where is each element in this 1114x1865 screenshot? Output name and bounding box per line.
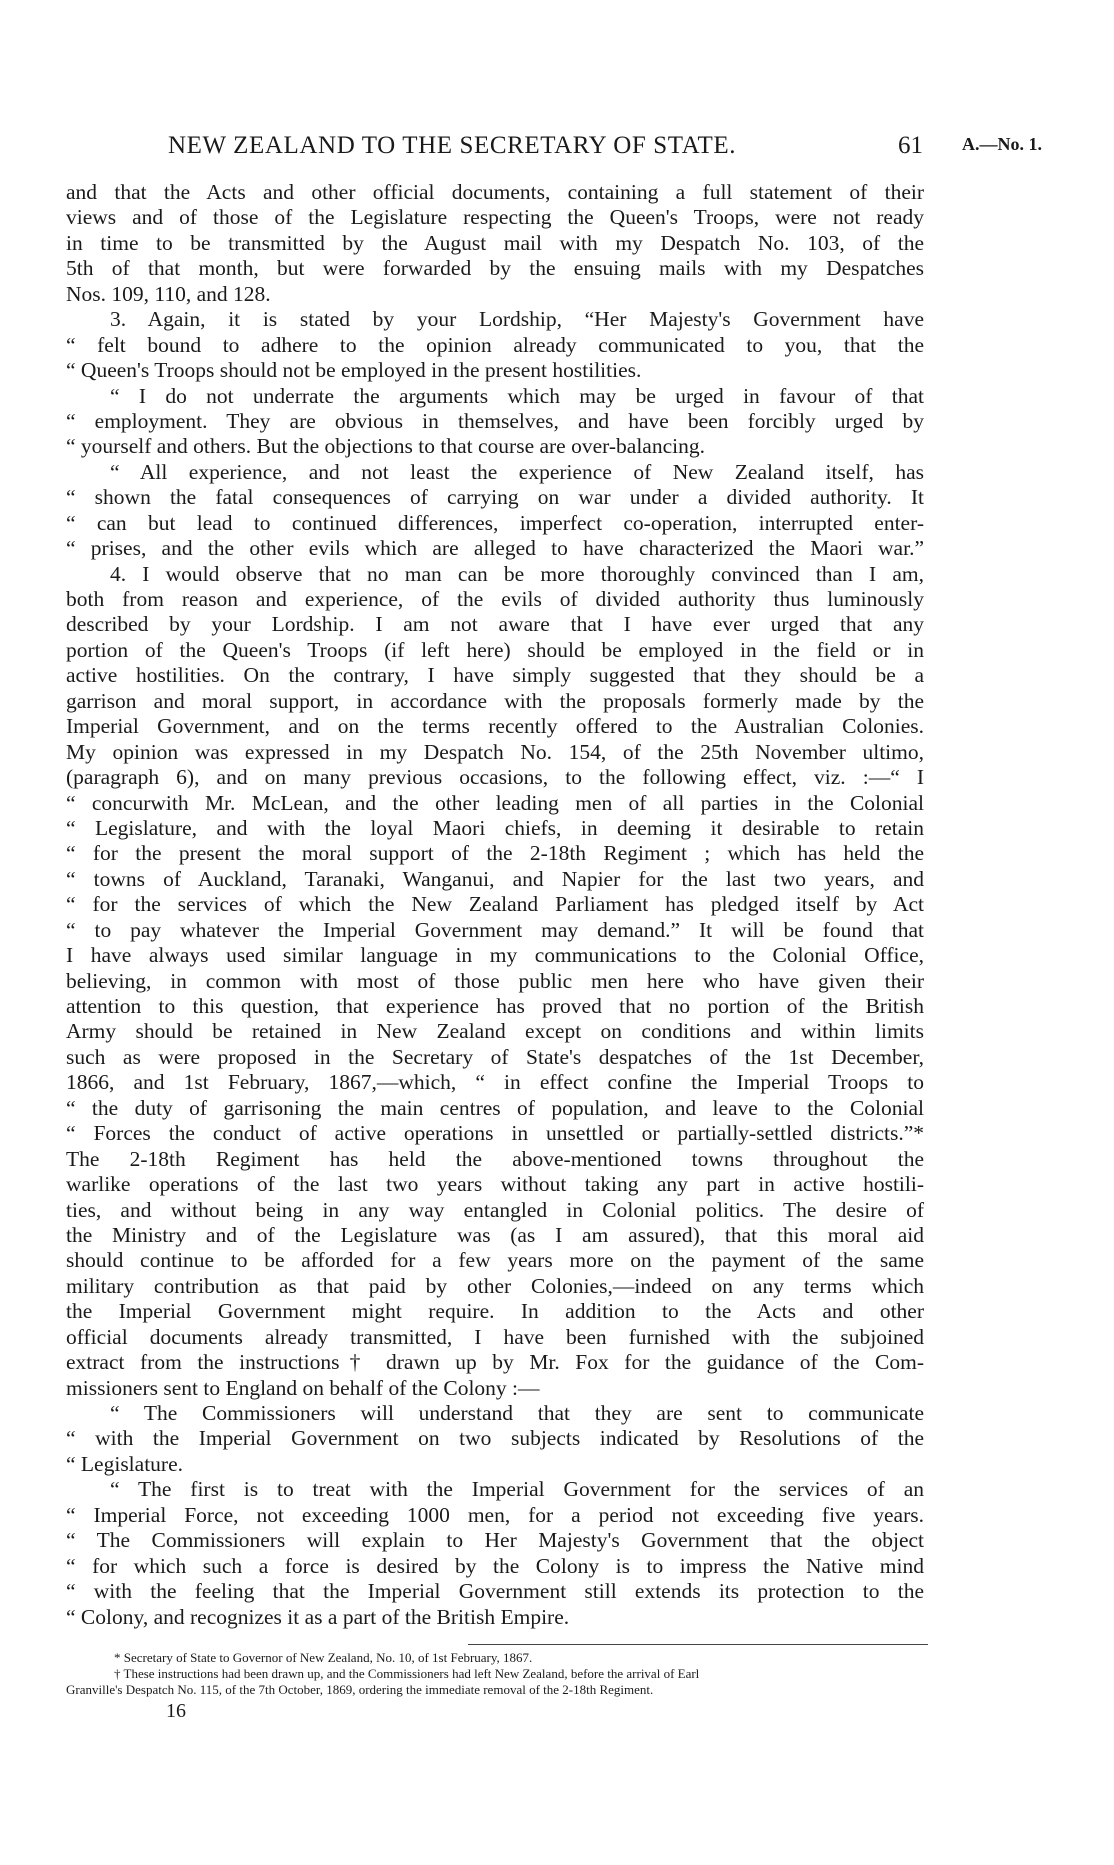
text-line: My opinion was expressed in my Despatch No. 154, of the 25th November ultimo, [66, 739, 924, 764]
text-line: “ for which such a force is desired by the Colony is to impress the Native mind [66, 1553, 924, 1578]
text-line: described by your Lordship. I am not aware that I have ever urged that any [66, 612, 924, 637]
text-line: both from reason and experience, of the evils of divided authority thus luminously [66, 587, 924, 611]
series-reference: A.—No. 1. [962, 134, 1042, 154]
text-line: “ for the present the moral support of the 2-18th Regiment ; which has held the [66, 841, 924, 866]
footnote: Granville's Despatch No. 115, of the 7th October, 1869, ordering the immediate removal of the 2-18th Regiment. [66, 1682, 654, 1697]
footnote: * Secretary of State to Governor of New Zealand, No. 10, of 1st February, 1867. [114, 1650, 533, 1665]
text-line: warlike operations of the last two years without taking any part in active hostili- [66, 1172, 924, 1197]
text-line: 4. I would observe that no man can be more thoroughly convinced than I am, [110, 561, 924, 586]
text-line: “ prises, and the other evils which are alleged to have characterized the Maori war.” [66, 536, 924, 561]
text-line: “ yourself and others. But the objections to that course are over-balancing. [66, 434, 705, 459]
text-line: ties, and without being in any way entangled in Colonial politics. The desire of [66, 1197, 924, 1222]
text-line: such as were proposed in the Secretary of State's despatches of the 1st December, [66, 1044, 924, 1069]
text-line: “ All experience, and not least the experience of New Zealand itself, has [110, 459, 924, 484]
text-line: official documents already transmitted, I have been furnished with the subjoined [66, 1324, 924, 1349]
text-line: portion of the Queen's Troops (if left here) should be employed in the field or in [66, 637, 924, 662]
body-text [66, 180, 924, 1630]
text-line: extract from the instructions† drawn up by Mr. Fox for the guidance of the Com- [66, 1350, 924, 1375]
text-line: “ Legislature. [66, 1451, 184, 1476]
text-line: garrison and moral support, in accordance with the proposals formerly made by the [66, 688, 924, 713]
text-line: 3. Again, it is stated by your Lordship, “Her Majesty's Government have [110, 307, 924, 332]
text-line: “ to pay whatever the Imperial Government may demand.” It will be found that [66, 917, 924, 942]
text-line: active hostilities. On the contrary, I have simply suggested that they should be a [66, 663, 924, 688]
text-line: “ concurwith Mr. McLean, and the other leading men of all parties in the Colonial [66, 790, 924, 815]
text-line: Army should be retained in New Zealand except on conditions and within limits [66, 1019, 924, 1044]
page-header [0, 132, 1114, 166]
footnote: † These instructions had been drawn up, and the Commissioners had left New Zealand, before the arrival of Earl [114, 1666, 700, 1681]
text-line: “ for the services of which the New Zealand Parliament has pledged itself by Act [66, 892, 924, 917]
text-line: missioners sent to England on behalf of the Colony :— [66, 1375, 540, 1400]
text-line: the Ministry and of the Legislature was (as I am assured), that this moral aid [66, 1222, 924, 1247]
text-line: “ The first is to treat with the Imperial Government for the services of an [110, 1477, 924, 1502]
text-line: and that the Acts and other official documents, containing a full statement of their [66, 180, 924, 204]
text-line: “ I do not underrate the arguments which may be urged in favour of that [110, 383, 924, 408]
text-line: “ The Commissioners will understand that they are sent to communicate [110, 1401, 924, 1425]
footnote-rule [468, 1644, 928, 1645]
text-line: views and of those of the Legislature respecting the Queen's Troops, were not ready [66, 205, 924, 230]
text-line: “ Queen's Troops should not be employed in the present hostilities. [66, 358, 642, 383]
signature-mark: 16 [166, 1700, 186, 1722]
text-line: should continue to be afforded for a few years more on the payment of the same [66, 1248, 924, 1273]
text-line: “ Legislature, and with the loyal Maori chiefs, in deeming it desirable to retain [66, 815, 924, 840]
text-line: Nos. 109, 110, and 128. [66, 281, 271, 306]
text-line: 1866, and 1st February, 1867,—which, “ in effect confine the Imperial Troops to [66, 1070, 924, 1095]
running-title: NEW ZEALAND TO THE SECRETARY OF STATE. [168, 132, 737, 159]
footnotes [66, 1650, 926, 1698]
text-line: “ with the feeling that the Imperial Government still extends its protection to the [66, 1579, 924, 1604]
text-line: (paragraph 6), and on many previous occasions, to the following effect, viz. :—“ I [66, 765, 924, 790]
text-line: the Imperial Government might require. In addition to the Acts and other [66, 1299, 924, 1324]
text-line: military contribution as that paid by other Colonies,—indeed on any terms which [66, 1273, 924, 1298]
text-line: “ towns of Auckland, Taranaki, Wanganui, and Napier for the last two years, and [66, 866, 924, 891]
text-line: “ Imperial Force, not exceeding 1000 men, for a period not exceeding five years. [66, 1502, 924, 1527]
text-line: “ employment. They are obvious in themselves, and have been forcibly urged by [66, 408, 924, 433]
text-line: The 2-18th Regiment has held the above-mentioned towns throughout the [66, 1146, 924, 1171]
text-line: “ shown the fatal consequences of carrying on war under a divided authority. It [66, 485, 924, 510]
page-number: 61 [898, 132, 923, 159]
text-line: in time to be transmitted by the August mail with my Despatch No. 103, of the [66, 230, 924, 255]
text-line: attention to this question, that experience has proved that no portion of the British [66, 994, 924, 1018]
text-line: “ felt bound to adhere to the opinion already communicated to you, that the [66, 332, 924, 357]
text-line: Imperial Government, and on the terms recently offered to the Australian Colonies. [66, 714, 924, 739]
text-line: believing, in common with most of those public men here who have given their [66, 968, 924, 993]
text-line: I have always used similar language in my communications to the Colonial Office, [66, 943, 924, 968]
text-line: “ Colony, and recognizes it as a part of the British Empire. [66, 1604, 570, 1629]
text-line: “ The Commissioners will explain to Her Majesty's Government that the object [66, 1528, 924, 1553]
text-line: “ with the Imperial Government on two subjects indicated by Resolutions of the [66, 1426, 924, 1451]
text-line: “ Forces the conduct of active operations in unsettled or partially-settled districts.”* [66, 1121, 924, 1146]
text-line: “ can but lead to continued differences, imperfect co-operation, interrupted enter- [66, 510, 924, 535]
text-line: 5th of that month, but were forwarded by the ensuing mails with my Despatches [66, 256, 924, 281]
text-line: “ the duty of garrisoning the main centres of population, and leave to the Colonial [66, 1095, 924, 1120]
